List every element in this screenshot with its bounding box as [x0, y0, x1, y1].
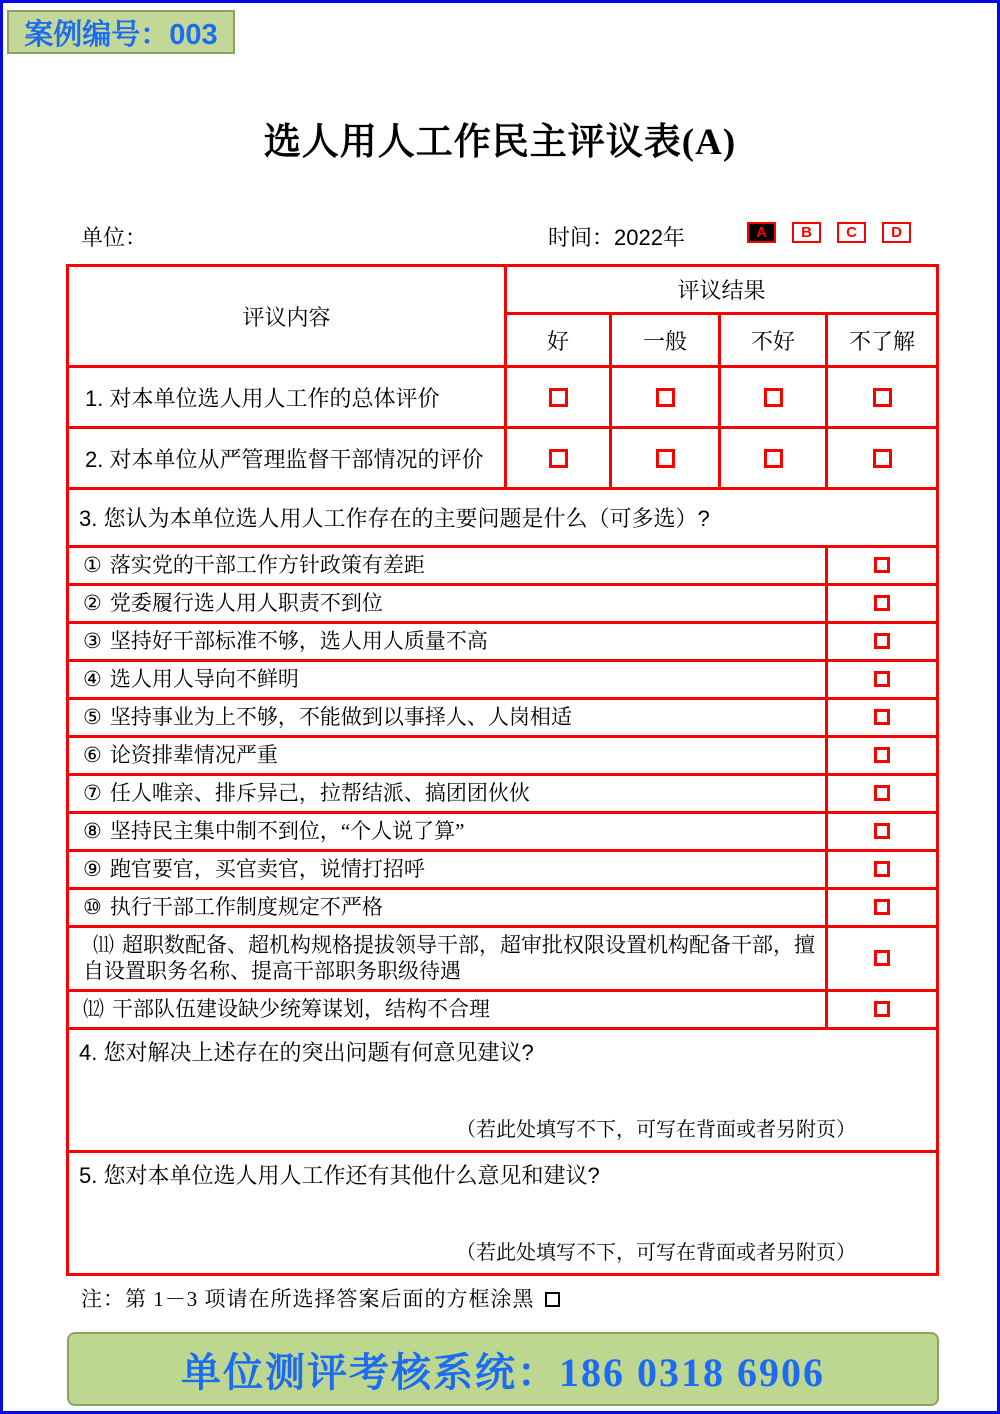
issue-label: 执行干部工作制度规定不严格	[109, 895, 383, 920]
issue-number: ⑧	[83, 819, 102, 844]
table-row	[68, 428, 938, 489]
column-header-bad: 不好	[720, 314, 827, 367]
table-row	[68, 927, 938, 991]
issue-checkbox[interactable]	[874, 899, 890, 915]
issue-number: ⑥	[83, 743, 102, 768]
question-5: 5. 您对本单位选人用人工作还有其他什么意见和建议?	[79, 1162, 600, 1188]
column-header-average: 一般	[611, 314, 720, 367]
issue-label: 干部队伍建设缺少统筹谋划，结构不合理	[112, 996, 490, 1021]
rating-checkbox[interactable]	[873, 388, 892, 407]
table-row	[68, 661, 938, 699]
rating-question-1: 1. 对本单位选人用人工作的总体评价	[68, 367, 506, 428]
content-header-cell: 评议内容	[68, 266, 506, 367]
case-number-badge	[7, 10, 235, 54]
table-row	[68, 266, 938, 314]
answer-area-4[interactable]	[68, 1028, 938, 1151]
issue-number: ③	[83, 629, 102, 654]
issue-label: 坚持好干部标准不够，选人用人质量不高	[109, 629, 488, 654]
table-row	[68, 623, 938, 661]
issue-label: 坚持民主集中制不到位，“个人说了算”	[109, 819, 465, 844]
issue-checkbox[interactable]	[874, 633, 890, 649]
issue-checkbox[interactable]	[874, 709, 890, 725]
issue-label: 跑官要官，买官卖官，说情打招呼	[109, 857, 425, 882]
table-row	[68, 813, 938, 851]
case-number-label: 案例编号：003	[24, 18, 218, 51]
issue-number: ⑩	[83, 895, 102, 920]
issue-label: 落实党的干部工作方针政策有差距	[109, 553, 425, 578]
table-row	[68, 547, 938, 585]
issue-checkbox[interactable]	[874, 1001, 890, 1017]
issue-label: 党委履行选人用人职责不到位	[109, 591, 383, 616]
issue-number: ⑤	[83, 705, 102, 730]
issue-number: ⑾	[93, 933, 114, 957]
issue-label: 坚持事业为上不够，不能做到以事择人、人岗相适	[109, 705, 572, 730]
option-box-c[interactable]: C	[837, 222, 866, 243]
issue-checkbox[interactable]	[874, 823, 890, 839]
rating-checkbox[interactable]	[873, 449, 892, 468]
table-row	[68, 889, 938, 927]
issue-number: ⑦	[83, 781, 102, 806]
footer-note	[81, 1283, 560, 1313]
rating-checkbox[interactable]	[656, 449, 675, 468]
issue-checkbox[interactable]	[874, 747, 890, 763]
column-header-good: 好	[506, 314, 611, 367]
option-box-b[interactable]: B	[792, 222, 821, 243]
sample-checkbox	[545, 1292, 560, 1307]
issue-number: ④	[83, 667, 102, 692]
issue-label: 选人用人导向不鲜明	[109, 667, 299, 692]
issue-label: 任人唯亲、排斥异己，拉帮结派、搞团团伙伙	[109, 781, 530, 806]
issue-number: ⑨	[83, 857, 102, 882]
table-row	[68, 1151, 938, 1274]
issue-number: ⑿	[83, 996, 104, 1021]
table-row	[68, 585, 938, 623]
table-row	[68, 851, 938, 889]
result-header-cell: 评议结果	[506, 266, 938, 314]
option-box-d[interactable]: D	[882, 222, 911, 243]
time-value: 2022年	[614, 225, 685, 250]
issue-label: 超职数配备、超机构规格提拔领导干部，超审批权限设置机构配备干部，擅自设置职务名称、提高干部职务职级待遇	[83, 933, 815, 984]
table-row	[68, 775, 938, 813]
table-row	[68, 367, 938, 428]
question-3: 3. 您认为本单位选人用人工作存在的主要问题是什么（可多选）?	[68, 489, 938, 547]
rating-checkbox[interactable]	[549, 388, 568, 407]
footer-note-text: 注：第 1－3 项请在所选择答案后面的方框涂黑	[81, 1287, 535, 1311]
rating-checkbox[interactable]	[764, 388, 783, 407]
table-row	[68, 1028, 938, 1151]
issue-number: ①	[83, 553, 102, 578]
time-field	[548, 221, 685, 252]
rating-checkbox[interactable]	[549, 449, 568, 468]
rating-checkbox[interactable]	[656, 388, 675, 407]
issue-checkbox[interactable]	[874, 595, 890, 611]
column-header-unknown: 不了解	[827, 314, 938, 367]
table-row	[68, 990, 938, 1028]
table-row	[68, 737, 938, 775]
issue-checkbox[interactable]	[874, 950, 890, 966]
issue-checkbox[interactable]	[874, 861, 890, 877]
issue-checkbox[interactable]	[874, 557, 890, 573]
meta-row	[3, 221, 997, 251]
page-title: 选人用人工作民主评议表(A)	[263, 122, 737, 163]
issue-checkbox[interactable]	[874, 671, 890, 687]
rating-checkbox[interactable]	[764, 449, 783, 468]
footer-banner	[67, 1332, 939, 1406]
overflow-note: （若此处填写不下，可写在背面或者另附页）	[456, 1241, 857, 1264]
issue-label: 论资排辈情况严重	[109, 743, 278, 768]
table-row	[68, 699, 938, 737]
time-label: 时间：	[548, 225, 615, 250]
overflow-note: （若此处填写不下，可写在背面或者另附页）	[456, 1118, 857, 1141]
question-4: 4. 您对解决上述存在的突出问题有何意见建议?	[79, 1039, 534, 1065]
rating-question-2: 2. 对本单位从严管理监督干部情况的评价	[68, 428, 506, 489]
answer-area-5[interactable]	[68, 1151, 938, 1274]
unit-label: 单位：	[81, 225, 148, 250]
issue-checkbox[interactable]	[874, 785, 890, 801]
banner-text: 单位测评考核系统：186 0318 6906	[181, 1349, 825, 1395]
table-row	[68, 489, 938, 547]
evaluation-table	[66, 264, 939, 1276]
option-box-a[interactable]: A	[747, 222, 776, 243]
version-options	[731, 222, 911, 243]
issue-number: ②	[83, 591, 102, 616]
